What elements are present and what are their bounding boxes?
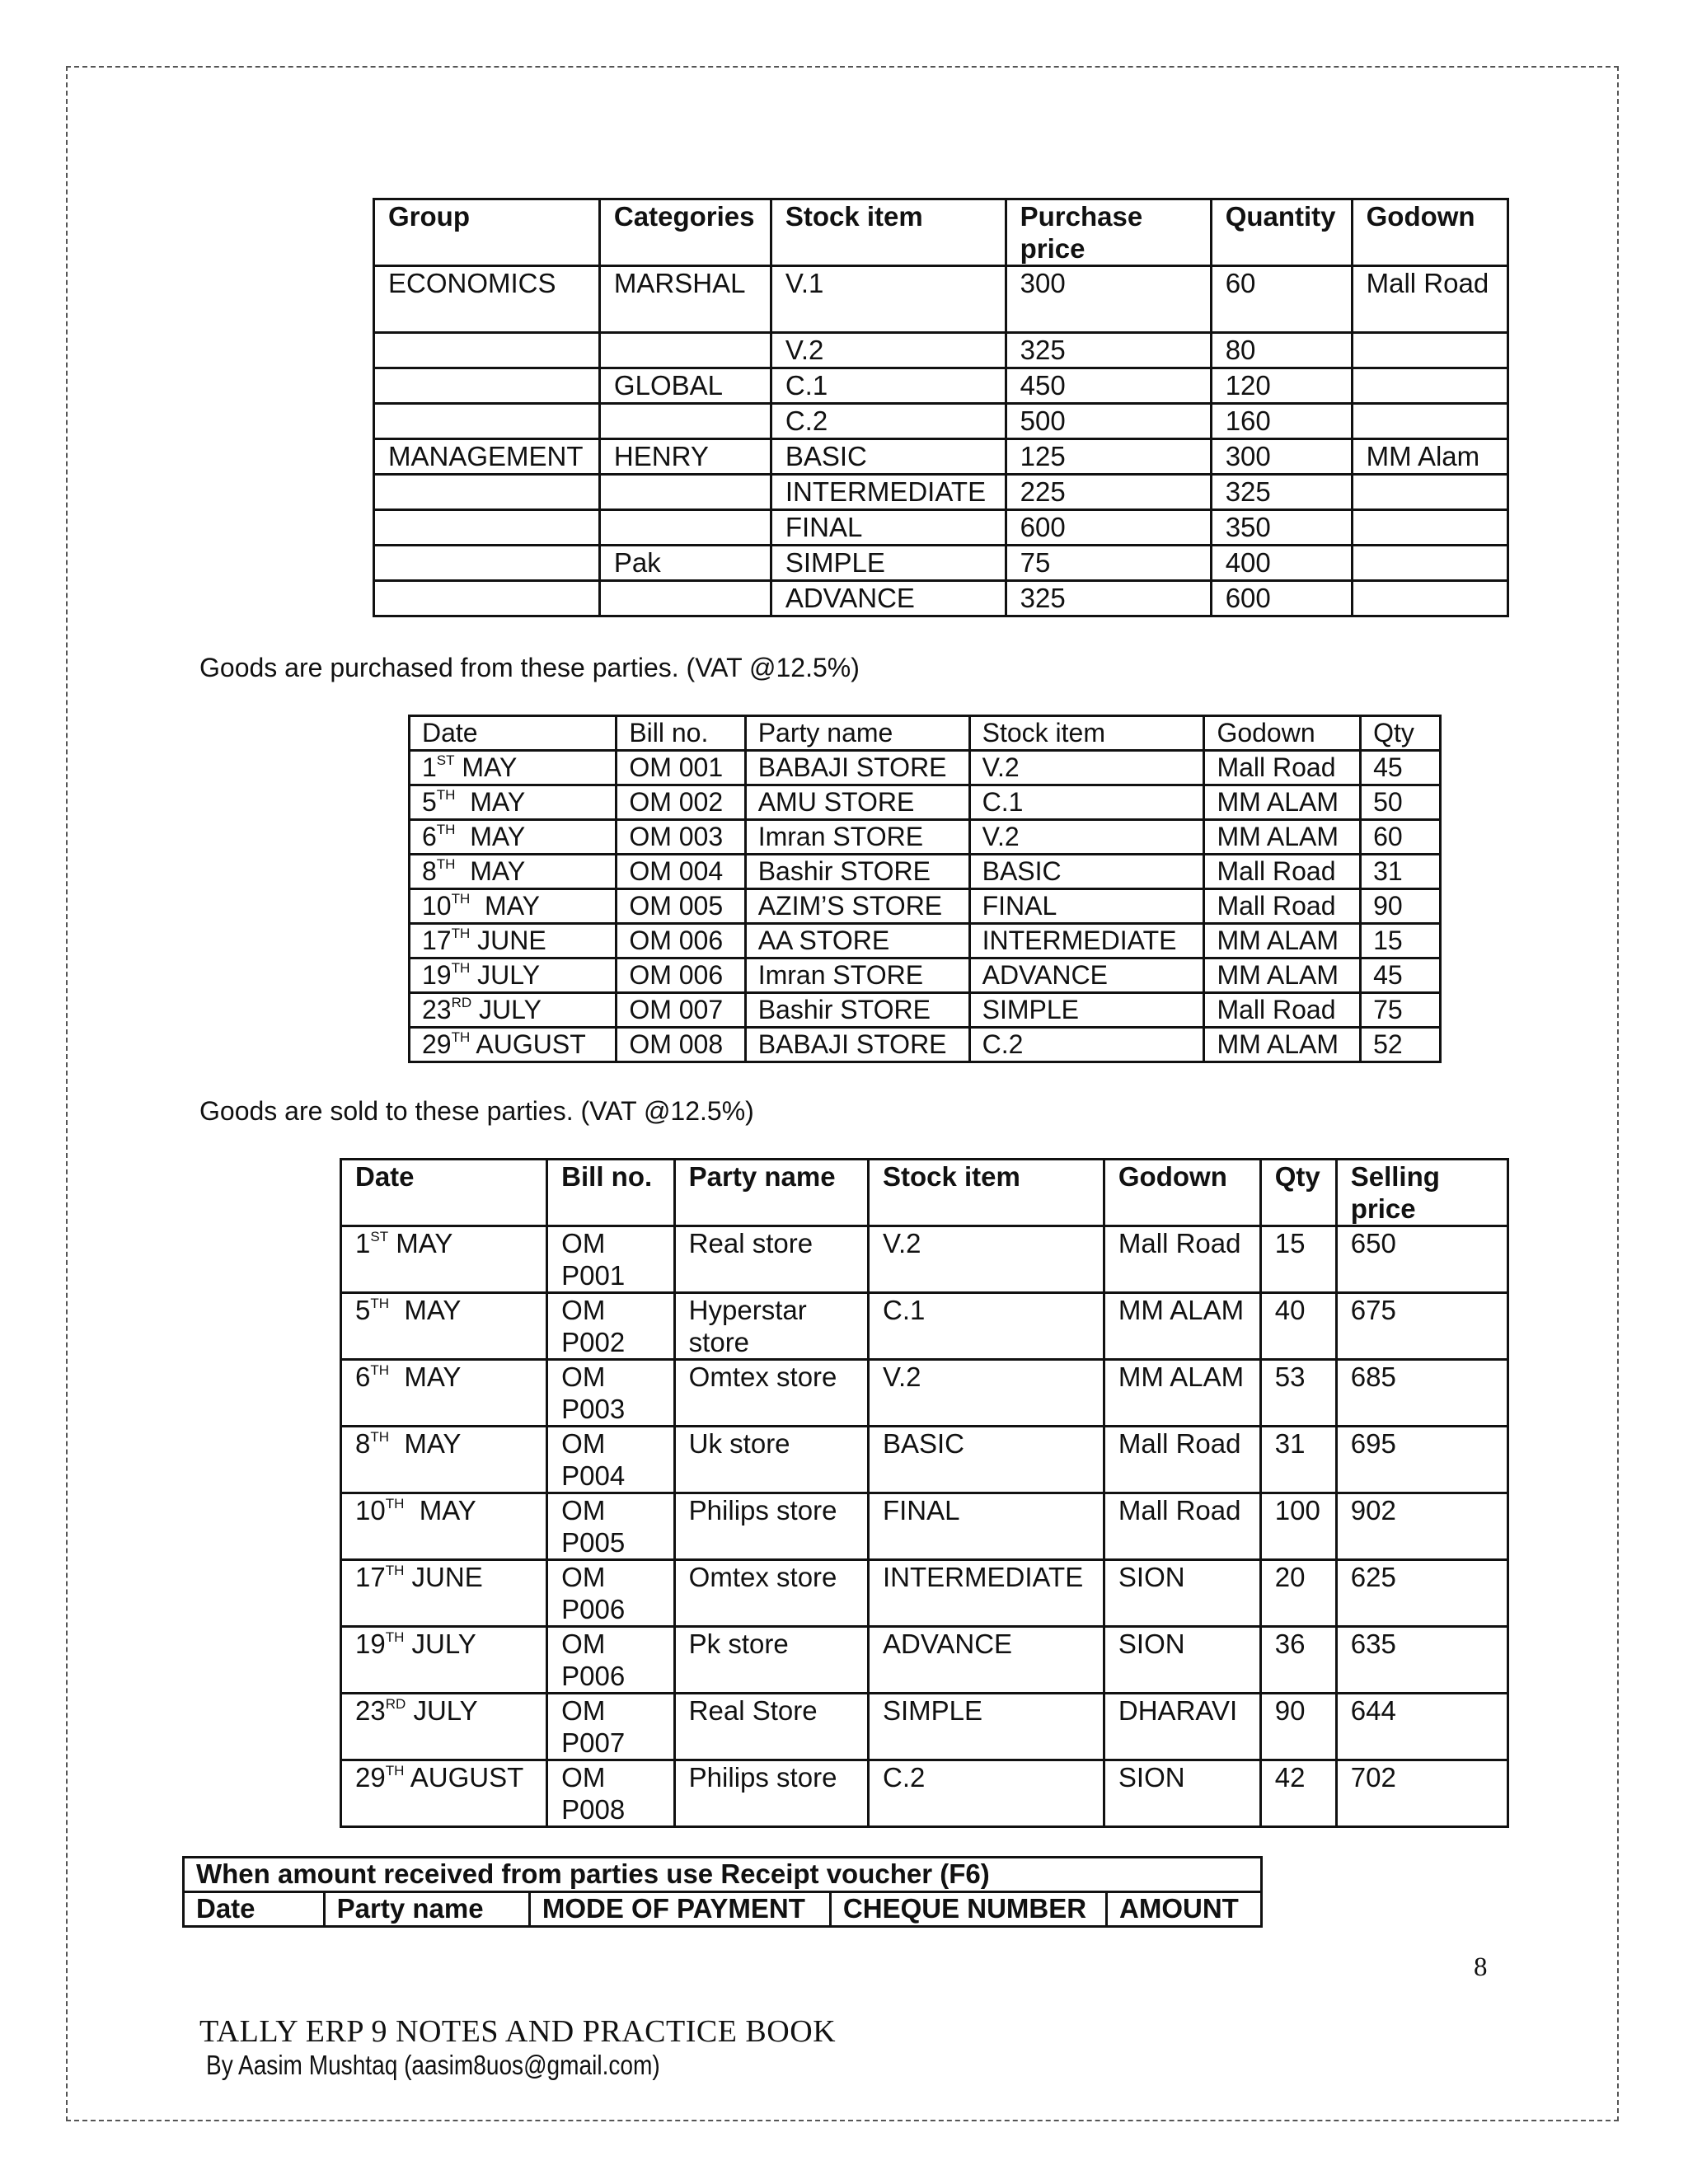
qty-cell: 50	[1361, 785, 1441, 820]
price-cell: 702	[1336, 1760, 1507, 1827]
price-cell: 685	[1336, 1360, 1507, 1427]
table-cell: 500	[1006, 404, 1211, 439]
item-cell: INTERMEDIATE	[969, 924, 1204, 958]
table-cell: 300	[1006, 266, 1211, 333]
table-row	[410, 924, 1441, 958]
table-cell: MANAGEMENT	[374, 439, 600, 475]
date-day: 10	[355, 1495, 386, 1526]
table-row	[341, 1560, 1508, 1627]
column-header: Godown	[1352, 199, 1507, 266]
table-cell	[599, 475, 771, 510]
column-header: Party name	[324, 1892, 529, 1927]
table-cell: BASIC	[771, 439, 1006, 475]
godown-cell: Mall Road	[1104, 1226, 1260, 1293]
qty-cell: 42	[1260, 1760, 1336, 1827]
column-header: Date	[184, 1892, 325, 1927]
date-month: MAY	[454, 752, 518, 782]
date-month: MAY	[388, 1228, 453, 1258]
godown-cell: MM ALAM	[1104, 1293, 1260, 1360]
date-suffix: TH	[451, 1029, 471, 1045]
table-row	[374, 510, 1508, 546]
item-cell: FINAL	[969, 889, 1204, 924]
party-cell: Bashir STORE	[745, 855, 969, 889]
column-header: Qty	[1260, 1160, 1336, 1226]
date-cell	[341, 1360, 547, 1427]
page-number: 8	[1474, 1952, 1488, 1982]
qty-cell: 15	[1361, 924, 1441, 958]
table-row	[374, 404, 1508, 439]
qty-cell: 31	[1260, 1427, 1336, 1493]
item-cell: BASIC	[969, 855, 1204, 889]
item-cell: ADVANCE	[868, 1627, 1104, 1694]
date-month: JULY	[470, 960, 541, 990]
column-header: Godown	[1104, 1160, 1260, 1226]
date-day: 29	[422, 1029, 452, 1059]
table-cell	[1352, 333, 1507, 368]
table-cell	[374, 333, 600, 368]
table-cell: 600	[1006, 510, 1211, 546]
column-header: Bill no.	[617, 716, 745, 751]
item-cell: V.2	[969, 820, 1204, 855]
table-cell	[599, 333, 771, 368]
date-cell	[341, 1493, 547, 1560]
table-row	[341, 1360, 1508, 1427]
table-cell	[1352, 368, 1507, 404]
date-day: 6	[355, 1361, 371, 1392]
godown-cell: MM ALAM	[1204, 924, 1361, 958]
bill-cell: OM 006	[617, 958, 745, 993]
stock-table-header-row	[374, 199, 1508, 266]
godown-cell: MM ALAM	[1104, 1360, 1260, 1427]
bill-cell: OM 004	[617, 855, 745, 889]
item-cell: C.2	[868, 1760, 1104, 1827]
table-cell: MM Alam	[1352, 439, 1507, 475]
date-day: 23	[422, 995, 452, 1024]
date-suffix: TH	[436, 787, 456, 803]
date-suffix: TH	[385, 1763, 405, 1779]
qty-cell: 90	[1260, 1694, 1336, 1760]
party-cell: Real Store	[674, 1694, 868, 1760]
date-day: 5	[355, 1295, 371, 1325]
date-day: 23	[355, 1695, 386, 1726]
date-day: 19	[422, 960, 452, 990]
table-cell	[374, 546, 600, 581]
column-header: Categories	[599, 199, 771, 266]
table-row	[341, 1627, 1508, 1694]
price-cell: 902	[1336, 1493, 1507, 1560]
date-day: 5	[422, 787, 437, 817]
table-cell: 450	[1006, 368, 1211, 404]
column-header: Date	[341, 1160, 547, 1226]
table-cell: Mall Road	[1352, 266, 1507, 333]
date-month: JUNE	[404, 1562, 483, 1592]
date-cell	[410, 1028, 617, 1062]
table-cell: V.1	[771, 266, 1006, 333]
item-cell: INTERMEDIATE	[868, 1560, 1104, 1627]
party-cell: Real store	[674, 1226, 868, 1293]
godown-cell: MM ALAM	[1204, 820, 1361, 855]
table-row	[410, 958, 1441, 993]
bill-cell: OM 002	[617, 785, 745, 820]
column-header: Quantity	[1211, 199, 1352, 266]
receipt-table-header-row	[184, 1892, 1262, 1927]
sales-table-header-row	[341, 1160, 1508, 1226]
bill-cell: OM 006	[617, 924, 745, 958]
date-suffix: TH	[385, 1629, 405, 1645]
item-cell: FINAL	[868, 1493, 1104, 1560]
column-header: Purchase price	[1006, 199, 1211, 266]
godown-cell: Mall Road	[1204, 855, 1361, 889]
qty-cell: 90	[1361, 889, 1441, 924]
table-cell: 160	[1211, 404, 1352, 439]
table-row	[374, 333, 1508, 368]
table-row	[374, 266, 1508, 333]
footer-author: By Aasim Mushtaq (aasim8uos@gmail.com)	[206, 2050, 660, 2080]
stock-items-table	[373, 198, 1509, 617]
column-header: Group	[374, 199, 600, 266]
date-suffix: TH	[451, 960, 471, 976]
table-cell: 225	[1006, 475, 1211, 510]
table-cell: 120	[1211, 368, 1352, 404]
item-cell: C.2	[969, 1028, 1204, 1062]
bill-cell: OM P002	[547, 1293, 675, 1360]
column-header: Qty	[1361, 716, 1441, 751]
table-cell: GLOBAL	[599, 368, 771, 404]
date-cell	[410, 855, 617, 889]
date-cell	[410, 958, 617, 993]
table-cell: ECONOMICS	[374, 266, 600, 333]
date-suffix: TH	[370, 1296, 390, 1311]
table-row	[410, 889, 1441, 924]
price-cell: 635	[1336, 1627, 1507, 1694]
table-row	[374, 581, 1508, 616]
item-cell: V.2	[868, 1226, 1104, 1293]
column-header: Party name	[745, 716, 969, 751]
date-cell	[410, 993, 617, 1028]
column-header: AMOUNT	[1107, 1892, 1262, 1927]
column-header: Party name	[674, 1160, 868, 1226]
party-cell: AMU STORE	[745, 785, 969, 820]
table-row	[410, 820, 1441, 855]
qty-cell: 31	[1361, 855, 1441, 889]
date-cell	[410, 820, 617, 855]
sales-table	[340, 1158, 1509, 1828]
date-month: JULY	[404, 1629, 476, 1659]
table-cell: ADVANCE	[771, 581, 1006, 616]
purchase-table-body	[410, 751, 1441, 1062]
price-cell: 644	[1336, 1694, 1507, 1760]
table-cell: 325	[1006, 581, 1211, 616]
date-month: JULY	[471, 995, 542, 1024]
date-cell	[341, 1760, 547, 1827]
date-suffix: TH	[370, 1429, 390, 1445]
table-row	[374, 439, 1508, 475]
item-cell: V.2	[868, 1360, 1104, 1427]
date-cell	[410, 785, 617, 820]
date-cell	[341, 1627, 547, 1694]
qty-cell: 60	[1361, 820, 1441, 855]
table-cell: 125	[1006, 439, 1211, 475]
table-cell: 75	[1006, 546, 1211, 581]
qty-cell: 45	[1361, 751, 1441, 785]
table-row	[374, 546, 1508, 581]
party-cell: Hyperstar store	[674, 1293, 868, 1360]
date-month: MAY	[404, 1495, 476, 1526]
table-cell	[599, 581, 771, 616]
date-suffix: TH	[451, 891, 471, 907]
date-cell	[410, 889, 617, 924]
table-cell: 60	[1211, 266, 1352, 333]
party-cell: Omtex store	[674, 1560, 868, 1627]
table-cell	[374, 475, 600, 510]
item-cell: SIMPLE	[969, 993, 1204, 1028]
table-cell	[1352, 475, 1507, 510]
item-cell: ADVANCE	[969, 958, 1204, 993]
date-month: JULY	[406, 1695, 478, 1726]
table-cell: INTERMEDIATE	[771, 475, 1006, 510]
date-day: 17	[355, 1562, 386, 1592]
date-suffix: TH	[385, 1563, 405, 1578]
table-row	[341, 1226, 1508, 1293]
date-suffix: RD	[451, 995, 472, 1010]
bill-cell: OM P006	[547, 1560, 675, 1627]
bill-cell: OM 007	[617, 993, 745, 1028]
table-cell	[599, 510, 771, 546]
table-row	[374, 475, 1508, 510]
item-cell: V.2	[969, 751, 1204, 785]
date-day: 19	[355, 1629, 386, 1659]
column-header: Bill no.	[547, 1160, 675, 1226]
bill-cell: OM 001	[617, 751, 745, 785]
receipt-voucher-title: When amount received from parties use Receipt voucher (F6)	[184, 1858, 1262, 1892]
party-cell: Omtex store	[674, 1360, 868, 1427]
party-cell: Imran STORE	[745, 820, 969, 855]
date-suffix: TH	[436, 822, 456, 837]
price-cell: 625	[1336, 1560, 1507, 1627]
table-row	[410, 993, 1441, 1028]
qty-cell: 20	[1260, 1560, 1336, 1627]
bill-cell: OM P008	[547, 1760, 675, 1827]
qty-cell: 52	[1361, 1028, 1441, 1062]
purchase-table-header-row	[410, 716, 1441, 751]
date-suffix: TH	[385, 1496, 405, 1511]
date-month: MAY	[470, 891, 541, 921]
party-cell: Uk store	[674, 1427, 868, 1493]
godown-cell: MM ALAM	[1204, 958, 1361, 993]
date-cell	[410, 924, 617, 958]
qty-cell: 75	[1361, 993, 1441, 1028]
purchase-note: Goods are purchased from these parties. (VAT @12.5%)	[199, 653, 860, 682]
party-cell: BABAJI STORE	[745, 1028, 969, 1062]
table-cell	[1352, 404, 1507, 439]
godown-cell: MM ALAM	[1204, 785, 1361, 820]
table-cell: HENRY	[599, 439, 771, 475]
sales-table-body	[341, 1226, 1508, 1827]
party-cell: Bashir STORE	[745, 993, 969, 1028]
table-cell	[374, 368, 600, 404]
date-suffix: TH	[451, 926, 471, 941]
table-cell: C.2	[771, 404, 1006, 439]
table-cell	[1352, 546, 1507, 581]
table-cell	[374, 404, 600, 439]
party-cell: Imran STORE	[745, 958, 969, 993]
date-day: 6	[422, 822, 437, 851]
qty-cell: 53	[1260, 1360, 1336, 1427]
date-cell	[341, 1226, 547, 1293]
column-header: Date	[410, 716, 617, 751]
godown-cell: Mall Road	[1204, 889, 1361, 924]
table-cell: FINAL	[771, 510, 1006, 546]
table-cell	[599, 404, 771, 439]
table-cell: 325	[1211, 475, 1352, 510]
godown-cell: Mall Road	[1204, 751, 1361, 785]
column-header: Stock item	[868, 1160, 1104, 1226]
column-header: CHEQUE NUMBER	[830, 1892, 1106, 1927]
date-cell	[410, 751, 617, 785]
date-suffix: ST	[370, 1229, 389, 1244]
table-cell: 80	[1211, 333, 1352, 368]
column-header: Stock item	[771, 199, 1006, 266]
date-day: 8	[355, 1428, 371, 1459]
bill-cell: OM P005	[547, 1493, 675, 1560]
date-day: 8	[422, 856, 437, 886]
date-cell	[341, 1427, 547, 1493]
table-row	[341, 1293, 1508, 1360]
date-month: MAY	[455, 822, 526, 851]
table-row	[410, 1028, 1441, 1062]
bill-cell: OM P007	[547, 1694, 675, 1760]
qty-cell: 45	[1361, 958, 1441, 993]
godown-cell: Mall Road	[1204, 993, 1361, 1028]
party-cell: AA STORE	[745, 924, 969, 958]
date-day: 17	[422, 926, 452, 955]
date-month: MAY	[389, 1428, 462, 1459]
stock-table-body	[374, 266, 1508, 616]
table-cell: 325	[1006, 333, 1211, 368]
table-cell: Pak	[599, 546, 771, 581]
table-row	[410, 855, 1441, 889]
date-month: JUNE	[470, 926, 546, 955]
item-cell: C.1	[868, 1293, 1104, 1360]
godown-cell: SION	[1104, 1760, 1260, 1827]
column-header: MODE OF PAYMENT	[529, 1892, 830, 1927]
column-header: Stock item	[969, 716, 1204, 751]
date-month: MAY	[389, 1295, 462, 1325]
party-cell: AZIM’S STORE	[745, 889, 969, 924]
table-cell: SIMPLE	[771, 546, 1006, 581]
bill-cell: OM 008	[617, 1028, 745, 1062]
table-cell: MARSHAL	[599, 266, 771, 333]
table-cell: 300	[1211, 439, 1352, 475]
price-cell: 650	[1336, 1226, 1507, 1293]
table-cell: 350	[1211, 510, 1352, 546]
item-cell: C.1	[969, 785, 1204, 820]
bill-cell: OM P003	[547, 1360, 675, 1427]
party-cell: Philips store	[674, 1493, 868, 1560]
table-row	[341, 1493, 1508, 1560]
purchase-table	[408, 715, 1442, 1063]
godown-cell: DHARAVI	[1104, 1694, 1260, 1760]
godown-cell: SION	[1104, 1627, 1260, 1694]
date-month: MAY	[389, 1361, 462, 1392]
bill-cell: OM P001	[547, 1226, 675, 1293]
date-cell	[341, 1560, 547, 1627]
table-cell	[374, 581, 600, 616]
party-cell: Philips store	[674, 1760, 868, 1827]
table-cell: 400	[1211, 546, 1352, 581]
godown-cell: Mall Road	[1104, 1427, 1260, 1493]
date-day: 1	[422, 752, 437, 782]
column-header: Godown	[1204, 716, 1361, 751]
price-cell: 695	[1336, 1427, 1507, 1493]
table-row	[341, 1427, 1508, 1493]
date-month: AUGUST	[470, 1029, 586, 1059]
date-month: MAY	[455, 856, 526, 886]
date-suffix: TH	[370, 1362, 390, 1378]
date-day: 10	[422, 891, 452, 921]
table-cell	[374, 510, 600, 546]
price-cell: 675	[1336, 1293, 1507, 1360]
item-cell: SIMPLE	[868, 1694, 1104, 1760]
table-cell: 600	[1211, 581, 1352, 616]
qty-cell: 100	[1260, 1493, 1336, 1560]
table-row	[341, 1760, 1508, 1827]
godown-cell: Mall Road	[1104, 1493, 1260, 1560]
table-cell: C.1	[771, 368, 1006, 404]
receipt-voucher-table	[182, 1856, 1263, 1928]
date-cell	[341, 1293, 547, 1360]
table-row	[410, 785, 1441, 820]
table-cell: V.2	[771, 333, 1006, 368]
date-suffix: ST	[436, 752, 455, 768]
date-day: 29	[355, 1762, 386, 1793]
qty-cell: 36	[1260, 1627, 1336, 1694]
date-cell	[341, 1694, 547, 1760]
item-cell: BASIC	[868, 1427, 1104, 1493]
bill-cell: OM 003	[617, 820, 745, 855]
date-month: MAY	[455, 787, 526, 817]
sales-note: Goods are sold to these parties. (VAT @12.5%)	[199, 1096, 754, 1126]
party-cell: BABAJI STORE	[745, 751, 969, 785]
godown-cell: SION	[1104, 1560, 1260, 1627]
table-cell	[1352, 510, 1507, 546]
table-row	[341, 1694, 1508, 1760]
party-cell: Pk store	[674, 1627, 868, 1694]
date-suffix: TH	[436, 856, 456, 872]
bill-cell: OM P006	[547, 1627, 675, 1694]
column-header: Selling price	[1336, 1160, 1507, 1226]
date-suffix: RD	[385, 1696, 406, 1712]
date-month: AUGUST	[404, 1762, 524, 1793]
table-cell	[1352, 581, 1507, 616]
qty-cell: 40	[1260, 1293, 1336, 1360]
date-day: 1	[355, 1228, 371, 1258]
table-row	[410, 751, 1441, 785]
footer-title: TALLY ERP 9 NOTES AND PRACTICE BOOK	[199, 2014, 837, 2049]
qty-cell: 15	[1260, 1226, 1336, 1293]
godown-cell: MM ALAM	[1204, 1028, 1361, 1062]
table-row	[374, 368, 1508, 404]
bill-cell: OM P004	[547, 1427, 675, 1493]
bill-cell: OM 005	[617, 889, 745, 924]
